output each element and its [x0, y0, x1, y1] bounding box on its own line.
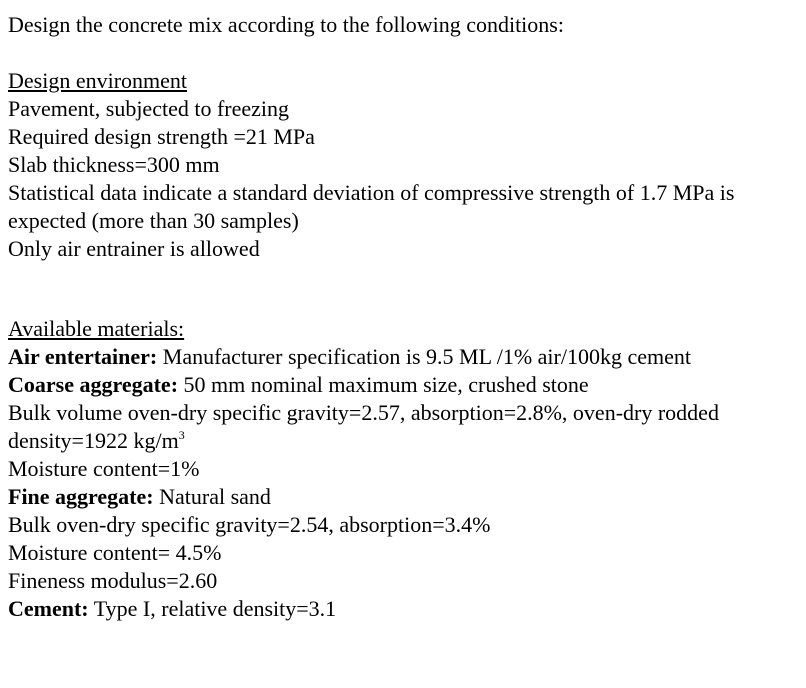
env-line: Pavement, subjected to freezing [8, 96, 290, 121]
cement-label: Cement: [8, 596, 89, 621]
air-text: Manufacturer specification is 9.5 ML /1% air/100kg cement [157, 344, 692, 369]
fine-label: Fine aggregate: [8, 484, 154, 509]
fineness-modulus-line: Fineness modulus=2.60 [8, 568, 218, 593]
air-label: Air entertainer: [8, 344, 158, 369]
cement-text: Type I, relative density=3.1 [88, 596, 337, 621]
coarse-aggregate-line [8, 371, 806, 399]
env-line: expected (more than 30 samples) [8, 208, 299, 233]
coarse-label: Coarse aggregate: [8, 372, 179, 397]
env-line: Required design strength =21 MPa [8, 124, 315, 149]
fine-moisture-line: Moisture content= 4.5% [8, 540, 222, 565]
design-environment-heading: Design environment [8, 68, 188, 93]
env-line: Statistical data indicate a standard deviation of compressive strength of 1.7 MPa is [8, 180, 735, 205]
env-line: Only air entrainer is allowed [8, 236, 260, 261]
coarse-properties-line: Bulk volume oven-dry specific gravity=2.57, absorption=2.8%, oven-dry rodded [8, 400, 719, 425]
env-line: Slab thickness=300 mm [8, 152, 220, 177]
coarse-text: 50 mm nominal maximum size, crushed stone [178, 372, 589, 397]
fine-properties-line: Bulk oven-dry specific gravity=2.54, absorption=3.4% [8, 512, 491, 537]
cement-line [8, 595, 806, 623]
air-entrainer-line [8, 343, 806, 371]
fine-aggregate-line [8, 483, 806, 511]
intro-text: Design the concrete mix according to the following conditions: [8, 12, 564, 37]
available-materials-heading: Available materials: [8, 316, 185, 341]
coarse-density-line [8, 427, 806, 455]
coarse-moisture-line: Moisture content=1% [8, 456, 200, 481]
coarse-density: density=1922 kg/m [8, 428, 179, 453]
fine-text: Natural sand [153, 484, 271, 509]
cubed-superscript: 3 [178, 428, 185, 442]
